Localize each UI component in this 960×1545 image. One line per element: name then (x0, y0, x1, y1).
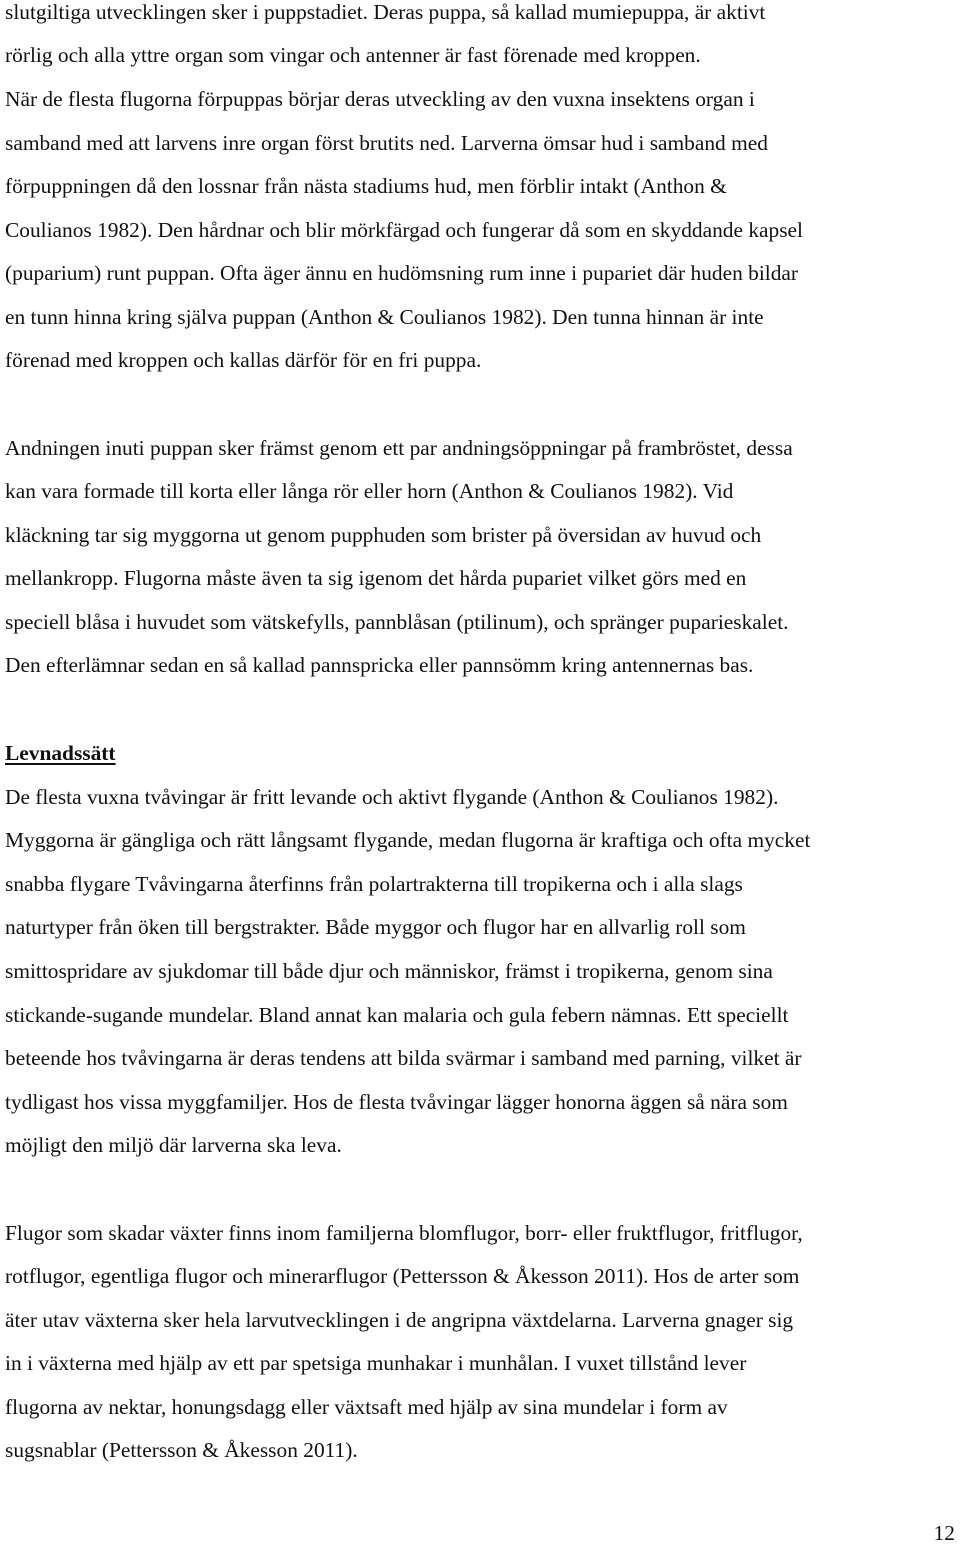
paragraph-3-line-5: smittospridare av sjukdomar till både djur och människor, främst i tropikerna, genom sina (5, 959, 773, 983)
paragraph-1-line-6: Coulianos 1982). Den hårdnar och blir mörkfärgad och fungerar då som en skyddande kapsel (5, 218, 803, 242)
paragraph-1-line-4: samband med att larvens inre organ först brutits ned. Larverna ömsar hud i samband med (5, 131, 768, 155)
paragraph-2-line-3: kläckning tar sig myggorna ut genom pupphuden som brister på översidan av huvud och (5, 523, 762, 547)
section-heading: Levnadssätt (5, 741, 116, 765)
paragraph-1-line-1: slutgiltiga utvecklingen sker i puppstadiet. Deras puppa, så kallad mumiepuppa, är aktivt (5, 0, 766, 24)
paragraph-4-line-6: sugsnablar (Pettersson & Åkesson 2011). (5, 1438, 358, 1462)
paragraph-2-line-2: kan vara formade till korta eller långa rör eller horn (Anthon & Coulianos 1982). Vid (5, 479, 734, 503)
paragraph-3-line-2: Myggorna är gängliga och rätt långsamt flygande, medan flugorna är kraftiga och ofta mycket (5, 828, 811, 852)
paragraph-1-line-5: förpuppningen då den lossnar från nästa stadiums hud, men förblir intakt (Anthon & (5, 174, 727, 198)
paragraph-3-line-3: snabba flygare Tvåvingarna återfinns från polartrakterna till tropikerna och i alla slags (5, 872, 743, 896)
paragraph-3-line-8: tydligast hos vissa myggfamiljer. Hos de flesta tvåvingar lägger honorna äggen så nära som (5, 1090, 788, 1114)
paragraph-1-line-8: en tunn hinna kring själva puppan (Anthon & Coulianos 1982). Den tunna hinnan är inte (5, 305, 764, 329)
paragraph-4-line-3: äter utav växterna sker hela larvutvecklingen i de angripna växtdelarna. Larverna gnager sig (5, 1308, 794, 1332)
paragraph-1-line-2: rörlig och alla yttre organ som vingar och antenner är fast förenade med kroppen. (5, 43, 701, 67)
paragraph-3-line-4: naturtyper från öken till bergstrakter. Både myggor och flugor har en allvarlig roll som (5, 915, 746, 939)
paragraph-4-line-1: Flugor som skadar växter finns inom familjerna blomflugor, borr- eller fruktflugor, fritflugor, (5, 1221, 803, 1245)
paragraph-1-line-3: När de flesta flugorna förpuppas börjar deras utveckling av den vuxna insektens organ i (5, 87, 755, 111)
paragraph-2-line-6: Den efterlämnar sedan en så kallad pannspricka eller pannsömm kring antennernas bas. (5, 653, 754, 677)
paragraph-3-line-7: beteende hos tvåvingarna är deras tendens att bilda svärmar i samband med parning, vilket är (5, 1046, 802, 1070)
paragraph-2-line-5: speciell blåsa i huvudet som vätskefylls, pannblåsan (ptilinum), och spränger puparieskalet. (5, 610, 789, 634)
page-number: 12 (933, 1521, 955, 1545)
paragraph-2-line-1: Andningen inuti puppan sker främst genom ett par andningsöppningar på frambröstet, dessa (5, 436, 793, 460)
paragraph-4-line-5: flugorna av nektar, honungsdagg eller växtsaft med hjälp av sina mundelar i form av (5, 1395, 728, 1419)
paragraph-1-line-7: (puparium) runt puppan. Ofta äger ännu en hudömsning rum inne i pupariet där huden bildar (5, 261, 799, 285)
paragraph-3-line-1: De flesta vuxna tvåvingar är fritt levande och aktivt flygande (Anthon & Coulianos 1982). (5, 785, 779, 809)
paragraph-4-line-2: rotflugor, egentliga flugor och minerarflugor (Pettersson & Åkesson 2011). Hos de arter som (5, 1264, 800, 1288)
paragraph-3-line-9: möjligt den miljö där larverna ska leva. (5, 1133, 342, 1157)
paragraph-2-line-4: mellankropp. Flugorna måste även ta sig igenom det hårda pupariet vilket görs med en (5, 566, 747, 590)
paragraph-3-line-6: stickande-sugande mundelar. Bland annat kan malaria och gula febern nämnas. Ett speciellt (5, 1003, 789, 1027)
paragraph-1-line-9: förenad med kroppen och kallas därför för en fri puppa. (5, 348, 482, 372)
paragraph-4-line-4: in i växterna med hjälp av ett par spetsiga munhakar i munhålan. I vuxet tillstånd lever (5, 1351, 747, 1375)
